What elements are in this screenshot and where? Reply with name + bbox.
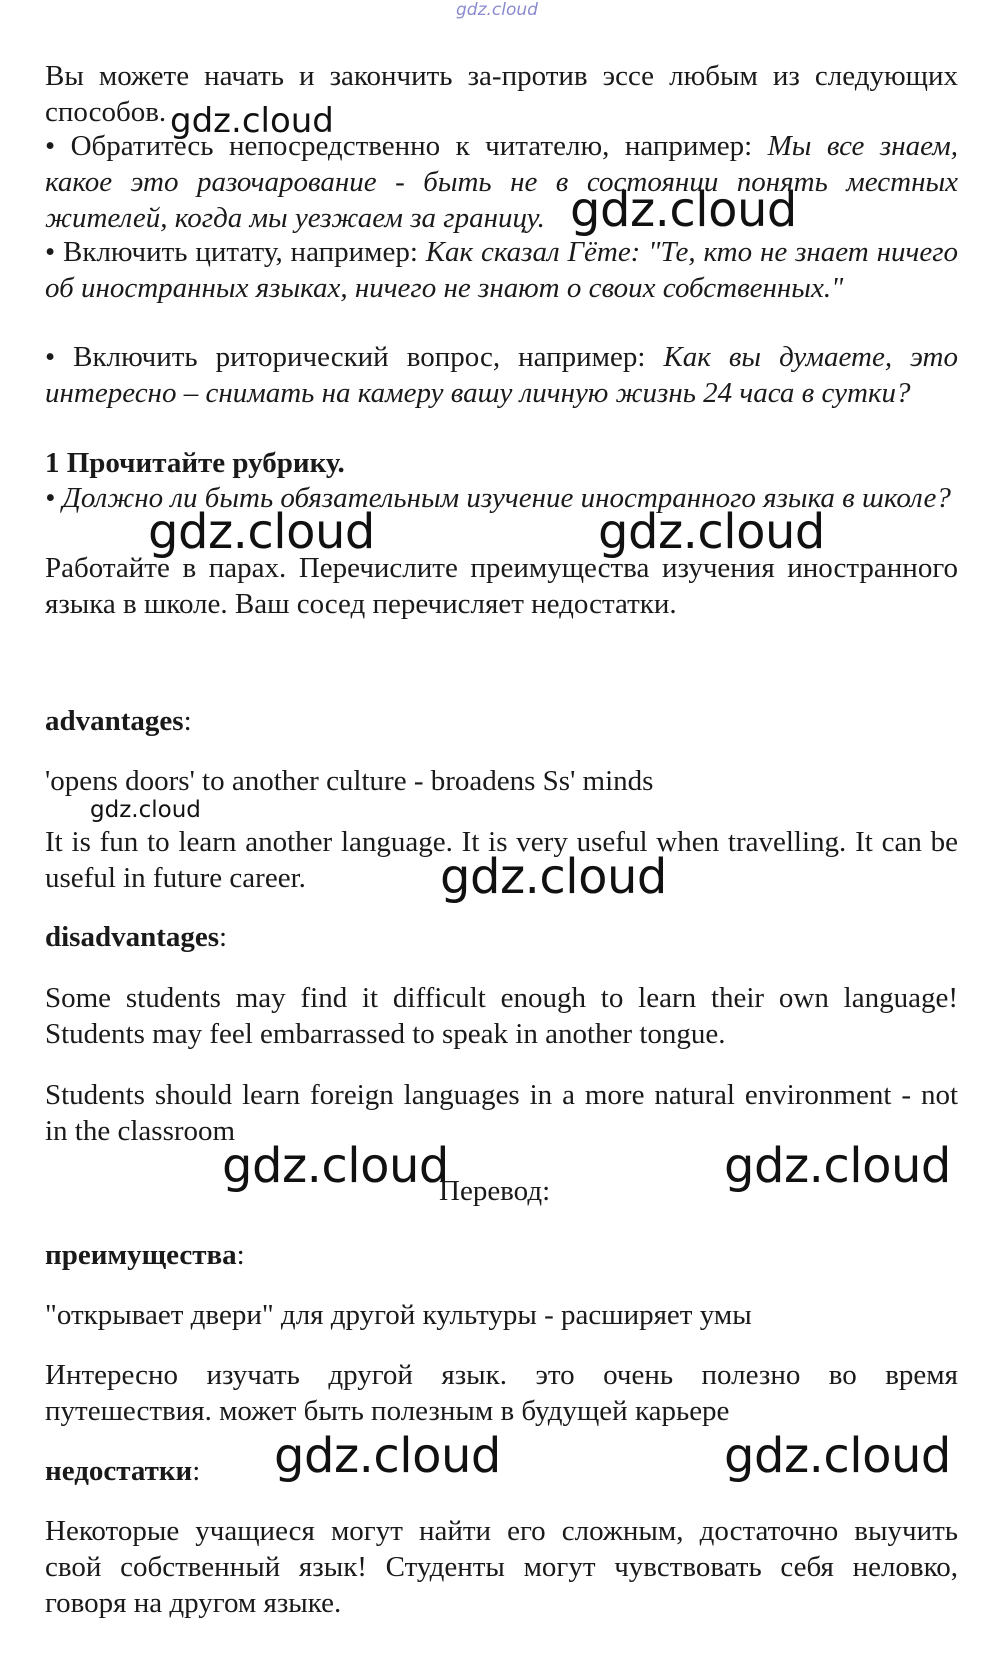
disadvantages-label: disadvantages <box>45 921 220 953</box>
bullet-lead: • Включить цитату, например: <box>45 236 426 268</box>
watermark: gdz.cloud <box>598 504 825 560</box>
advantage-item: 'opens doors' to another culture - broadens Ss' minds <box>45 765 654 797</box>
advantage-item: It is fun to learn another language. It is very useful when travelling. It can be useful in future career. <box>45 826 958 894</box>
intro-paragraph <box>45 58 958 130</box>
disadvantage-item: Students should learn foreign languages in a more natural environment - not in the classroom <box>45 1079 958 1147</box>
bullet-lead: • Обратитесь непосредственно к читателю, например: <box>45 130 768 162</box>
watermark: gdz.cloud <box>148 504 375 560</box>
watermark: gdz.cloud <box>170 101 334 141</box>
bullet-example: Как вы думаете, это интересно – снимать на камеру вашу личную жизнь 24 часа в сутки? <box>45 341 958 409</box>
task-heading: 1 Прочитайте рубрику. <box>45 447 345 479</box>
disadvantage-item: Some students may find it difficult enough to learn their own language! Students may feel embarrassed to speak in another tongue. <box>45 982 958 1050</box>
intro-text: Вы можете начать и закончить за-против эссе любым из следующих способов. <box>45 60 958 128</box>
bullet-rhetorical-question <box>45 339 958 411</box>
translation-advantages-heading <box>45 1237 958 1273</box>
colon: : <box>236 1239 245 1271</box>
task-instruction: Работайте в парах. Перечислите преимущества изучения иностранного языка в школе. Ваш сосед перечисляет недостатки. <box>45 552 958 620</box>
translation-advantage-item: "открывает двери" для другой культуры - расширяет умы <box>45 1299 752 1331</box>
bullet-example: Мы все знаем, какое это разочарование - быть не в состоянии понять местных жителей, когда мы уезжаем за границу. <box>45 130 958 234</box>
colon: : <box>219 921 228 953</box>
advantages-heading <box>45 703 958 739</box>
watermark: gdz.cloud <box>222 1138 449 1194</box>
translation-disadvantage-item: Некоторые учащиеся могут найти его сложным, достаточно выучить свой собственный язык! Студенты могут чувствовать себя неловко, говоря на другом языке. <box>45 1515 958 1619</box>
watermark-top: gdz.cloud <box>456 0 538 20</box>
translation-disadvantages-label: недостатки <box>45 1455 193 1487</box>
watermark: gdz.cloud <box>274 1428 501 1484</box>
bullet-quote <box>45 234 958 306</box>
colon: : <box>183 705 192 737</box>
translation-disadvantages-heading <box>45 1453 958 1489</box>
disadvantages-heading <box>45 919 958 955</box>
watermark: gdz.cloud <box>724 1428 951 1484</box>
translation-advantages-label: преимущества <box>45 1239 237 1271</box>
bullet-lead: • Включить риторический вопрос, например: <box>45 341 664 373</box>
watermark: gdz.cloud <box>440 849 667 905</box>
watermark: gdz.cloud <box>90 797 201 823</box>
watermark: gdz.cloud <box>570 182 797 238</box>
advantages-label: advantages <box>45 705 184 737</box>
bullet-address-reader <box>45 128 958 236</box>
colon: : <box>192 1455 201 1487</box>
watermark: gdz.cloud <box>724 1138 951 1194</box>
translation-label: Перевод: <box>439 1175 551 1207</box>
translation-advantage-item: Интересно изучать другой язык. это очень полезно во время путешествия. может быть полезным в будущей карьере <box>45 1359 958 1427</box>
bullet-example: Как сказал Гёте: "Те, кто не знает ничего об иностранных языках, ничего не знают о своих собственных." <box>45 236 959 304</box>
task-question: • Должно ли быть обязательным изучение иностранного языка в школе? <box>45 482 951 514</box>
